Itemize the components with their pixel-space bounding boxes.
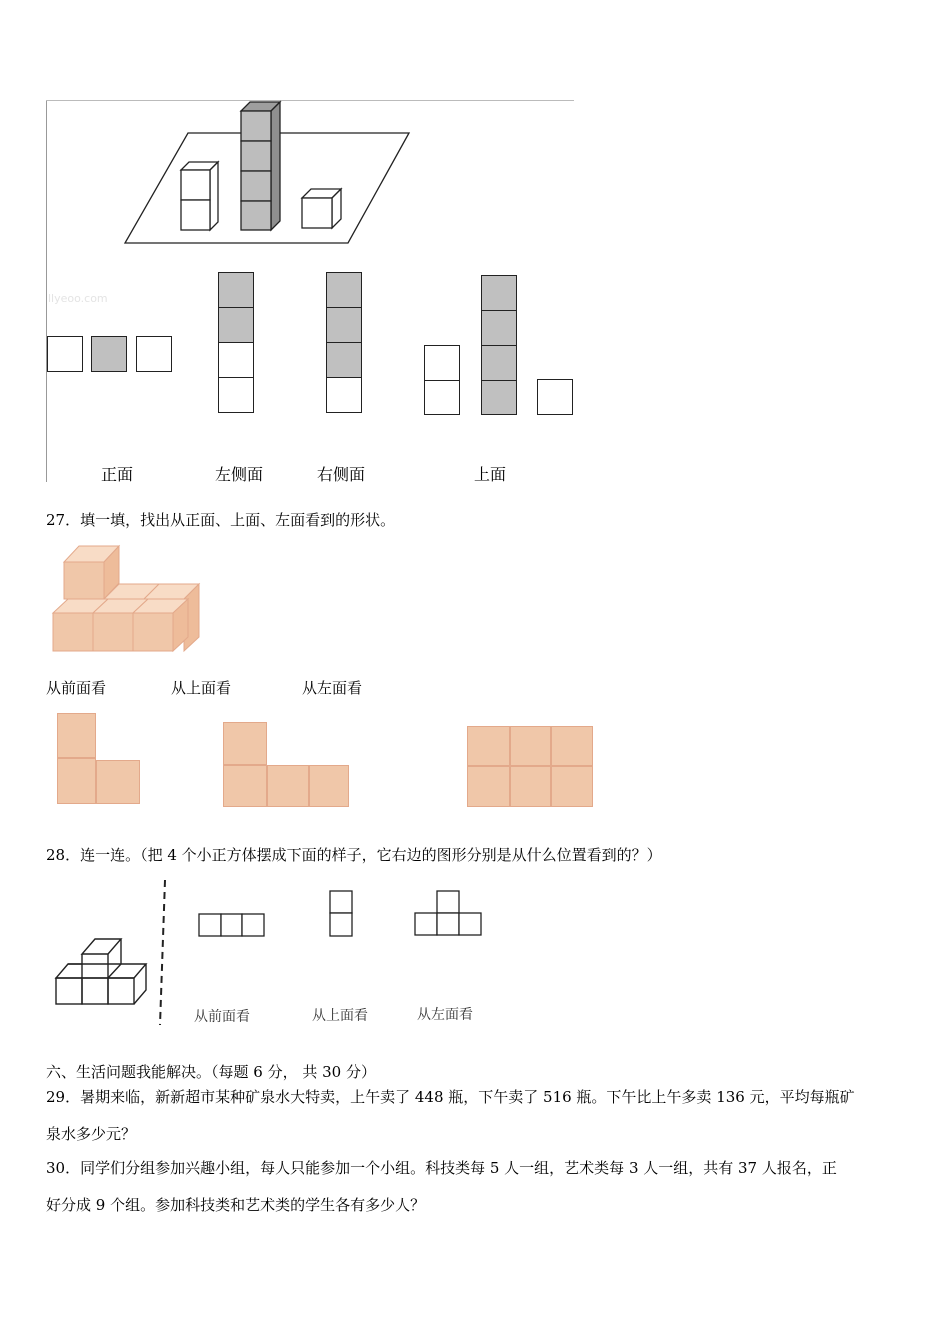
question-28-text: 28．连一连。（把 4 个小正方体摆成下面的样子，它右边的图形分别是从什么位置看到的？） bbox=[46, 846, 662, 864]
label-top: 上面 bbox=[474, 465, 507, 484]
question-29-line1: 29．暑期来临，新新超市某种矿泉水大特卖，上午卖了 448 瓶，下午卖了 516 瓶。下午比上午多卖 136 元，平均每瓶矿 bbox=[46, 1088, 855, 1106]
label-right-side: 右侧面 bbox=[317, 465, 366, 484]
q27-label-top: 从上面看 bbox=[171, 679, 232, 697]
question-29-line2: 泉水多少元？ bbox=[46, 1125, 137, 1143]
label-front: 正面 bbox=[101, 465, 134, 484]
question-27-text: 27．填一填，找出从正面、上面、左面看到的形状。 bbox=[46, 511, 396, 529]
q28-cube-sketch bbox=[0, 0, 520, 1040]
section-6-title: 六、生活问题我能解决。（每题 6 分， 共 30 分） bbox=[46, 1063, 376, 1081]
q28-label-front: 从前面看 bbox=[194, 1009, 250, 1025]
q27-label-left: 从左面看 bbox=[302, 679, 363, 697]
question-30-line2: 好分成 9 个组。参加科技类和艺术类的学生各有多少人？ bbox=[46, 1196, 426, 1214]
question-30-line1: 30．同学们分组参加兴趣小组，每人只能参加一个小组。科技类每 5 人一组，艺术类每 3 人一组，共有 37 人报名，正 bbox=[46, 1159, 837, 1177]
q28-label-top: 从上面看 bbox=[312, 1008, 368, 1024]
q27-label-front: 从前面看 bbox=[46, 679, 107, 697]
watermark: llyeoo.com bbox=[48, 292, 108, 305]
q28-label-left: 从左面看 bbox=[417, 1007, 473, 1023]
label-left-side: 左侧面 bbox=[215, 465, 264, 484]
